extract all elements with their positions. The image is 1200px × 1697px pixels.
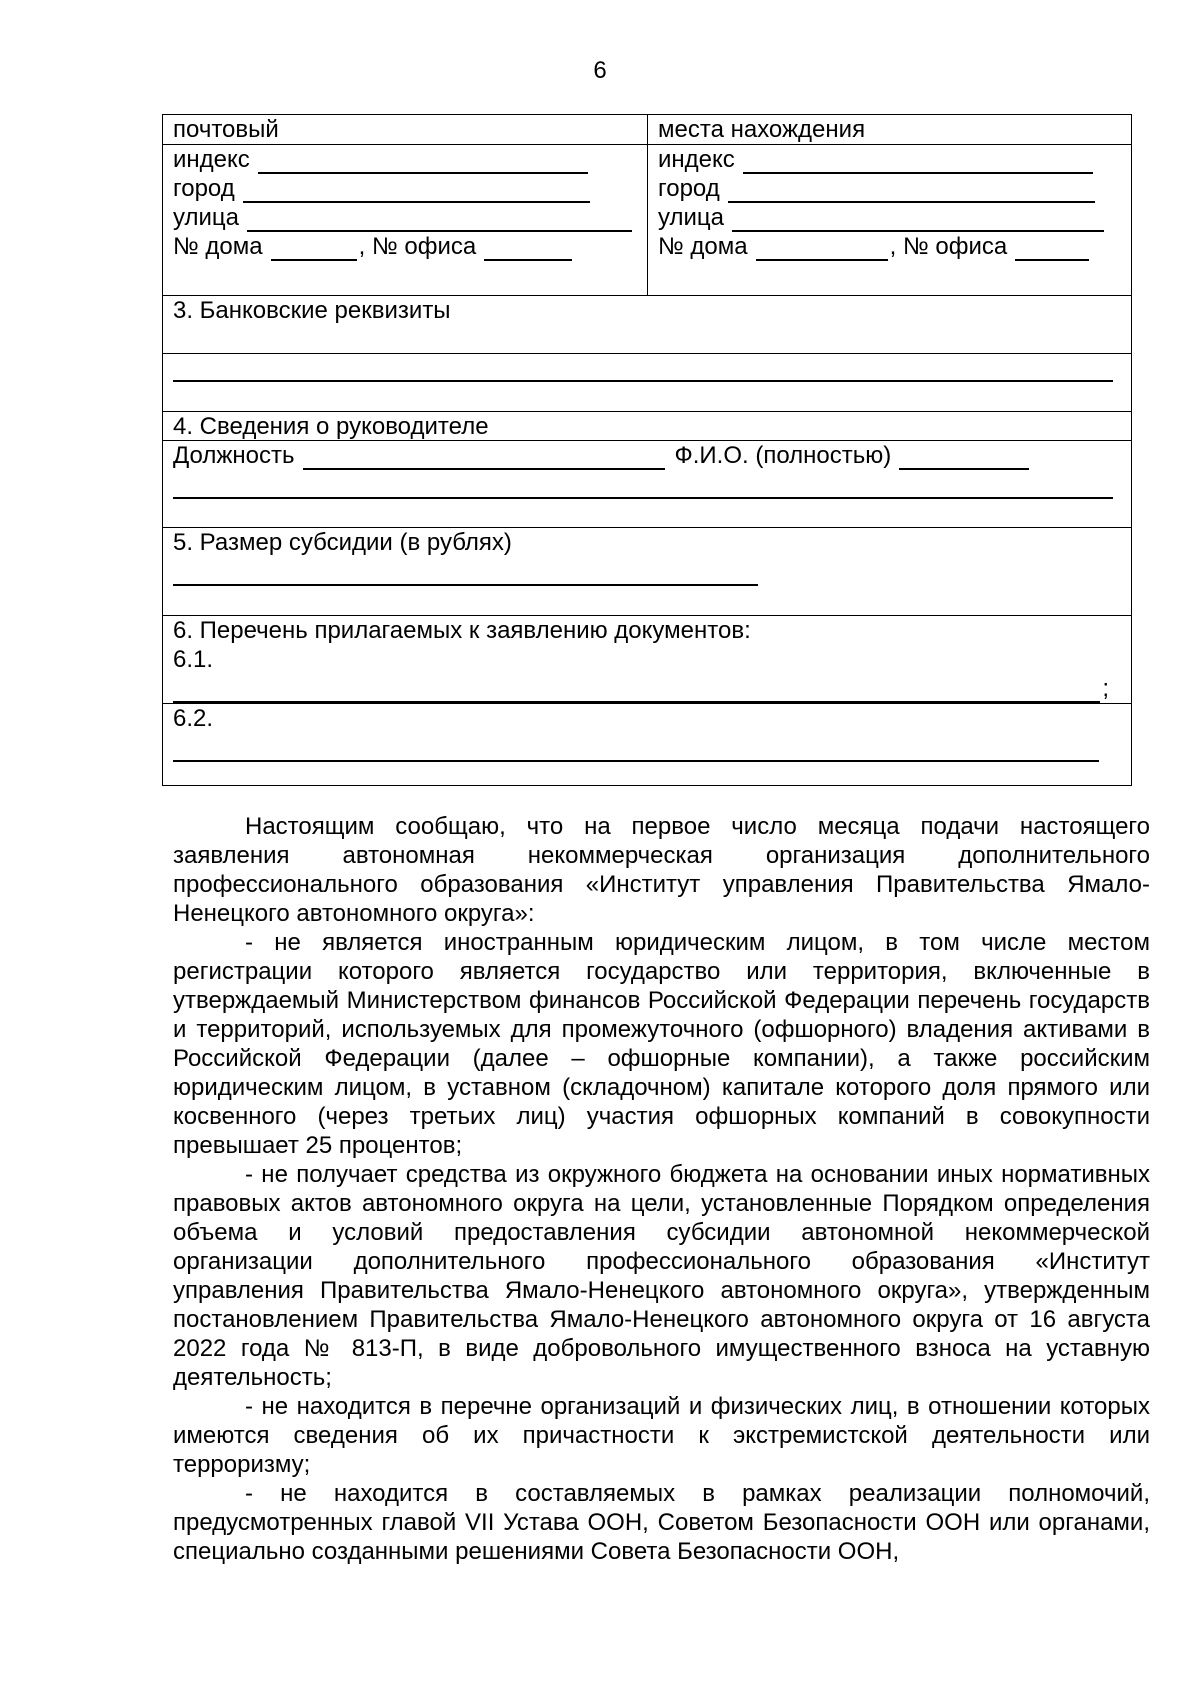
director-heading: 4. Сведения о руководителе: [173, 413, 489, 440]
postal-office-field[interactable]: [484, 238, 572, 261]
position-field[interactable]: [303, 447, 665, 470]
location-house-field[interactable]: [756, 238, 888, 261]
bank-details-field[interactable]: [173, 380, 1113, 382]
declaration-item-budget: - не получает средства из окружного бюджета на основании иных нормативных правовых актов автономного округа на цели, установленные Порядком определения объема и условий предоставления субсидии автономной некоммерческой организации дополнительного профессионального образования «Институт управления Правительства Ямало-Ненецкого автономного округа», утвержденным постановлением Правительства Ямало-Ненецкого автономного округа от 16 августа 2022 года № 813-П, в виде добровольного имущественного взноса на уставную деятельность;: [173, 1161, 1150, 1391]
postal-index-field[interactable]: [258, 151, 588, 174]
bank-details-heading: 3. Банковские реквизиты: [173, 297, 451, 324]
bank-details-row: [163, 353, 1131, 411]
fio-label: Ф.И.О. (полностью): [674, 442, 892, 469]
location-office-label: , № офиса: [889, 233, 1008, 260]
doc-item-6-1-field[interactable]: [173, 680, 1100, 703]
location-index-label: индекс: [658, 146, 735, 173]
position-label: Должность: [173, 442, 295, 469]
documents-row: [163, 615, 1131, 785]
doc-item-6-2-label: 6.2.: [173, 705, 214, 732]
declaration-text: [173, 812, 1150, 1566]
location-address-heading: места нахождения: [658, 116, 866, 143]
postal-city-label: город: [173, 175, 235, 202]
location-office-field[interactable]: [1015, 238, 1089, 261]
subsidy-amount-field[interactable]: [173, 557, 758, 586]
declaration-item-extremism: - не находится в перечне организаций и физических лиц, в отношении которых имеются сведения об их причастности к экстремистской деятельности или терроризму;: [173, 1393, 1150, 1478]
postal-index-label: индекс: [173, 146, 250, 173]
application-form-table: [162, 114, 1132, 786]
postal-house-label: № дома: [173, 233, 263, 260]
postal-office-label: , № офиса: [358, 233, 477, 260]
page-number: 6: [593, 57, 607, 84]
postal-house-field[interactable]: [271, 238, 357, 261]
fio-field[interactable]: [899, 447, 1029, 470]
doc-item-6-1-label: 6.1.: [173, 646, 214, 673]
declaration-item-offshore: - не является иностранным юридическим лицом, в том числе местом регистрации которого является государство или территория, включенные в утверждаемый Министерством финансов Российской Федерации перечень государств и территорий, используемых для промежуточного (офшорного) владения активами в Российской Федерации (далее – офшорные компании), а также российским юридическим лицом, в уставном (складочном) капитале которого доля прямого или косвенного (через третьих лиц) участия офшорных компаний в совокупности превышает 25 процентов;: [173, 929, 1150, 1159]
location-city-label: город: [658, 175, 720, 202]
director-heading-row: [163, 411, 1131, 440]
subsidy-heading: 5. Размер субсидии (в рублях): [173, 529, 512, 556]
address-row: [163, 115, 1131, 295]
bank-details-heading-row: [163, 295, 1131, 353]
documents-heading: 6. Перечень прилагаемых к заявлению документов:: [173, 617, 751, 644]
location-city-field[interactable]: [728, 180, 1095, 203]
location-house-label: № дома: [658, 233, 748, 260]
director-extra-field[interactable]: [173, 497, 1113, 499]
declaration-item-un-lists: - не находится в составляемых в рамках реализации полномочий, предусмотренных главой VII Устава ООН, Советом Безопасности ООН или органами, специально созданными решениями Совета Безопасности ООН,: [173, 1480, 1150, 1565]
postal-city-field[interactable]: [243, 180, 590, 203]
director-info-row: [163, 440, 1131, 527]
doc-item-6-1-semicolon: ;: [1102, 675, 1109, 702]
location-street-field[interactable]: [732, 209, 1104, 232]
subsidy-row: [163, 527, 1131, 615]
location-street-label: улица: [658, 204, 724, 231]
location-index-field[interactable]: [743, 151, 1093, 174]
postal-address-heading: почтовый: [173, 116, 279, 143]
doc-item-6-2-field[interactable]: [173, 739, 1099, 762]
postal-street-field[interactable]: [247, 209, 632, 232]
location-address-column: [647, 115, 1131, 295]
postal-address-column: [163, 115, 647, 295]
postal-street-label: улица: [173, 204, 239, 231]
declaration-intro: Настоящим сообщаю, что на первое число месяца подачи настоящего заявления автономная некоммерческая организация дополнительного профессионального образования «Институт управления Правительства Ямало-Ненецкого автономного округа»:: [173, 813, 1150, 927]
